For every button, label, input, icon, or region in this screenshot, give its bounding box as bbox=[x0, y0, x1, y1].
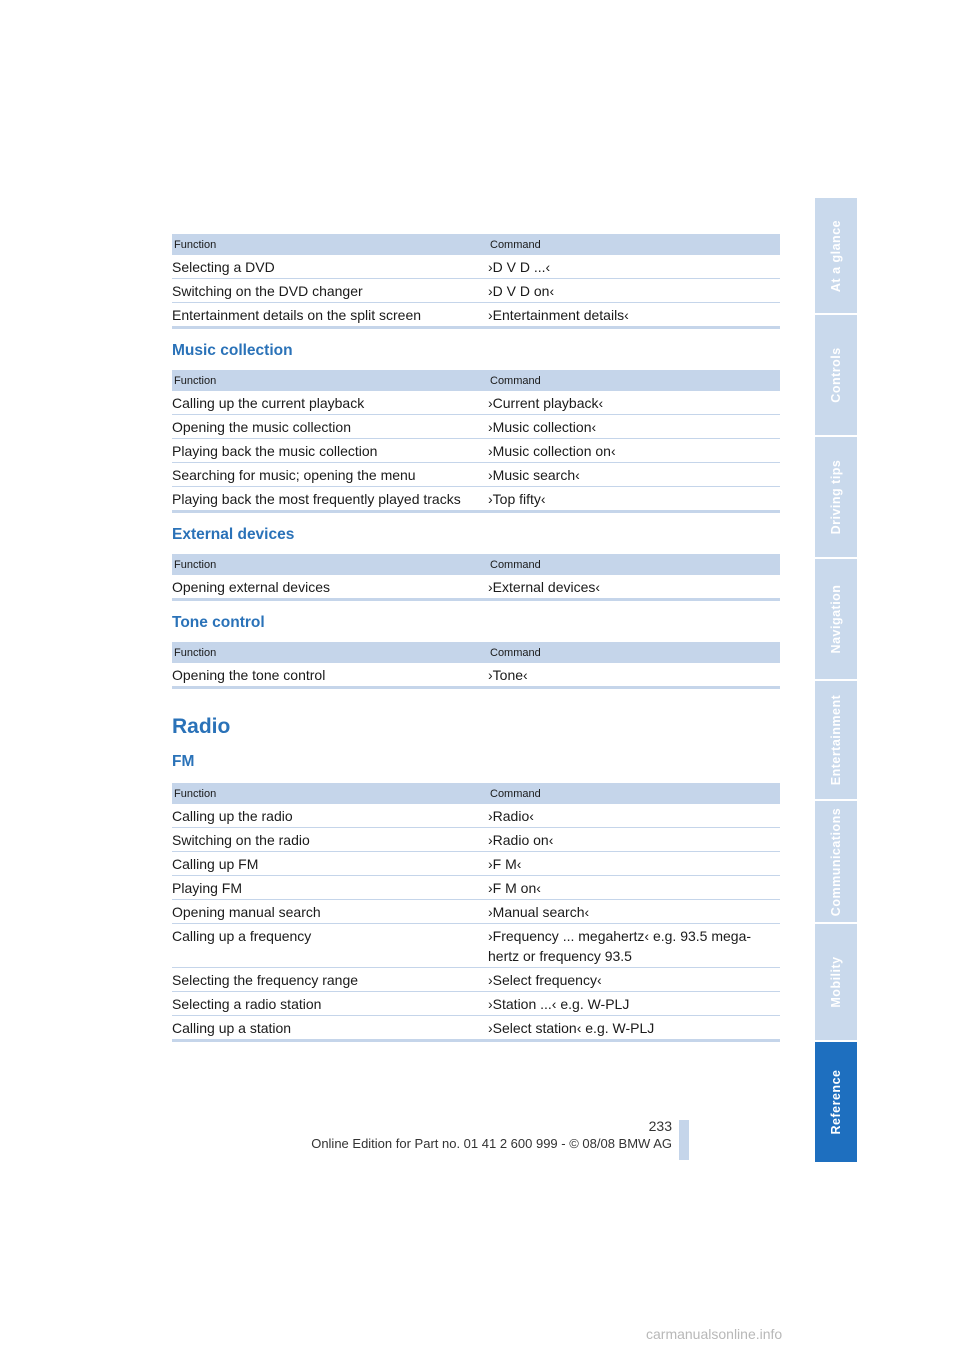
table-row bbox=[172, 968, 780, 992]
command-column-header: Command bbox=[490, 558, 541, 571]
table-header bbox=[172, 642, 780, 663]
music-collection-table bbox=[172, 370, 780, 513]
function-cell: Switching on the radio bbox=[172, 832, 310, 848]
tab-mobility[interactable] bbox=[815, 924, 857, 1042]
command-cell: ›D V D ...‹ bbox=[488, 259, 551, 275]
function-cell: Playing back the music collection bbox=[172, 443, 378, 459]
function-cell: Selecting the frequency range bbox=[172, 972, 359, 988]
function-cell: Calling up the radio bbox=[172, 808, 293, 824]
command-cell: ›Manual search‹ bbox=[488, 904, 590, 920]
command-cell: ›Current playback‹ bbox=[488, 395, 604, 411]
radio-heading: Radio bbox=[172, 715, 231, 738]
function-column-header: Function bbox=[174, 646, 217, 659]
function-cell: Switching on the DVD changer bbox=[172, 283, 363, 299]
external-devices-heading: External devices bbox=[172, 526, 295, 543]
fm-heading: FM bbox=[172, 753, 195, 770]
table-row bbox=[172, 415, 780, 439]
tab-label: Navigation bbox=[829, 584, 843, 654]
function-column-header: Function bbox=[174, 238, 217, 251]
command-column-header: Command bbox=[490, 238, 541, 251]
tab-label: Reference bbox=[829, 1069, 843, 1135]
function-cell: Searching for music; opening the menu bbox=[172, 467, 416, 483]
table-row bbox=[172, 1016, 780, 1042]
tone-control-heading: Tone control bbox=[172, 614, 265, 631]
table-row bbox=[172, 852, 780, 876]
command-cell: ›External devices‹ bbox=[488, 579, 601, 595]
table-header bbox=[172, 234, 780, 255]
function-column-header: Function bbox=[174, 374, 217, 387]
command-column-header: Command bbox=[490, 646, 541, 659]
table-row bbox=[172, 279, 780, 303]
function-cell: Selecting a DVD bbox=[172, 259, 275, 275]
table-header bbox=[172, 370, 780, 391]
table-row bbox=[172, 463, 780, 487]
command-column-header: Command bbox=[490, 787, 541, 800]
command-cell: ›Radio‹ bbox=[488, 808, 534, 824]
function-column-header: Function bbox=[174, 558, 217, 571]
footer-text: Online Edition for Part no. 01 41 2 600 999 - © 08/08 BMW AG bbox=[311, 1136, 672, 1151]
command-cell: ›Entertainment details‹ bbox=[488, 307, 629, 323]
function-column-header: Function bbox=[174, 787, 217, 800]
table-row bbox=[172, 876, 780, 900]
function-cell: Calling up the current playback bbox=[172, 395, 365, 411]
function-cell: Calling up a station bbox=[172, 1020, 292, 1036]
command-cell: ›Top fifty‹ bbox=[488, 491, 546, 507]
function-cell: Opening manual search bbox=[172, 904, 321, 920]
function-cell: Playing back the most frequently played tracks bbox=[172, 491, 461, 507]
external-devices-table bbox=[172, 554, 780, 601]
function-cell: Opening the tone control bbox=[172, 667, 326, 683]
command-cell: ›F M on‹ bbox=[488, 880, 541, 896]
tone-control-table bbox=[172, 642, 780, 689]
table-row bbox=[172, 663, 780, 689]
table-row bbox=[172, 992, 780, 1016]
function-cell: Playing FM bbox=[172, 880, 243, 896]
command-cell: ›F M‹ bbox=[488, 856, 522, 872]
page-number: 233 bbox=[648, 1118, 672, 1134]
command-column-header: Command bbox=[490, 374, 541, 387]
page-number-bar bbox=[679, 1120, 689, 1160]
function-cell: Selecting a radio station bbox=[172, 996, 322, 1012]
table-row bbox=[172, 391, 780, 415]
tab-at-a-glance[interactable] bbox=[815, 198, 857, 315]
dvd-table bbox=[172, 234, 780, 329]
tab-label: At a glance bbox=[829, 219, 843, 292]
command-cell: ›Select station‹ e.g. W-PLJ bbox=[488, 1020, 655, 1036]
tab-controls[interactable] bbox=[815, 315, 857, 437]
command-cell: ›Music search‹ bbox=[488, 467, 580, 483]
command-cell: ›Music collection‹ bbox=[488, 419, 597, 435]
table-row bbox=[172, 804, 780, 828]
tab-label: Mobility bbox=[829, 956, 843, 1008]
command-cell: ›Station ...‹ e.g. W-PLJ bbox=[488, 996, 630, 1012]
command-cell: ›Music collection on‹ bbox=[488, 443, 616, 459]
function-cell: Entertainment details on the split screen bbox=[172, 307, 422, 323]
music-collection-heading: Music collection bbox=[172, 342, 293, 359]
tab-reference[interactable] bbox=[815, 1042, 857, 1164]
table-row bbox=[172, 900, 780, 924]
function-cell: Calling up a frequency bbox=[172, 928, 312, 944]
watermark: carmanualsonline.info bbox=[646, 1326, 783, 1342]
command-cell: ›Tone‹ bbox=[488, 667, 528, 683]
tab-label: Communications bbox=[829, 807, 843, 916]
command-cell: ›Frequency ... megahertz‹ e.g. 93.5 mega-hertz or frequency 93.5 bbox=[488, 928, 752, 964]
chapter-tabs bbox=[815, 198, 857, 1164]
function-cell: Opening external devices bbox=[172, 579, 330, 595]
command-cell: ›Radio on‹ bbox=[488, 832, 554, 848]
tab-label: Controls bbox=[829, 347, 843, 403]
function-cell: Calling up FM bbox=[172, 856, 259, 872]
table-header bbox=[172, 554, 780, 575]
command-cell: ›D V D on‹ bbox=[488, 283, 555, 299]
table-row bbox=[172, 255, 780, 279]
table-header bbox=[172, 783, 780, 804]
table-row bbox=[172, 439, 780, 463]
table-row bbox=[172, 575, 780, 601]
tab-communications[interactable] bbox=[815, 801, 857, 924]
page-content bbox=[172, 234, 780, 1042]
function-cell: Opening the music collection bbox=[172, 419, 351, 435]
fm-table bbox=[172, 783, 780, 1042]
table-row bbox=[172, 828, 780, 852]
tab-driving-tips[interactable] bbox=[815, 437, 857, 559]
table-row bbox=[172, 924, 780, 968]
tab-navigation[interactable] bbox=[815, 559, 857, 681]
command-cell: ›Select frequency‹ bbox=[488, 972, 602, 988]
table-row bbox=[172, 303, 780, 329]
tab-entertainment[interactable] bbox=[815, 681, 857, 801]
tab-label: Entertainment bbox=[829, 694, 843, 786]
table-row bbox=[172, 487, 780, 513]
tab-label: Driving tips bbox=[829, 459, 843, 535]
